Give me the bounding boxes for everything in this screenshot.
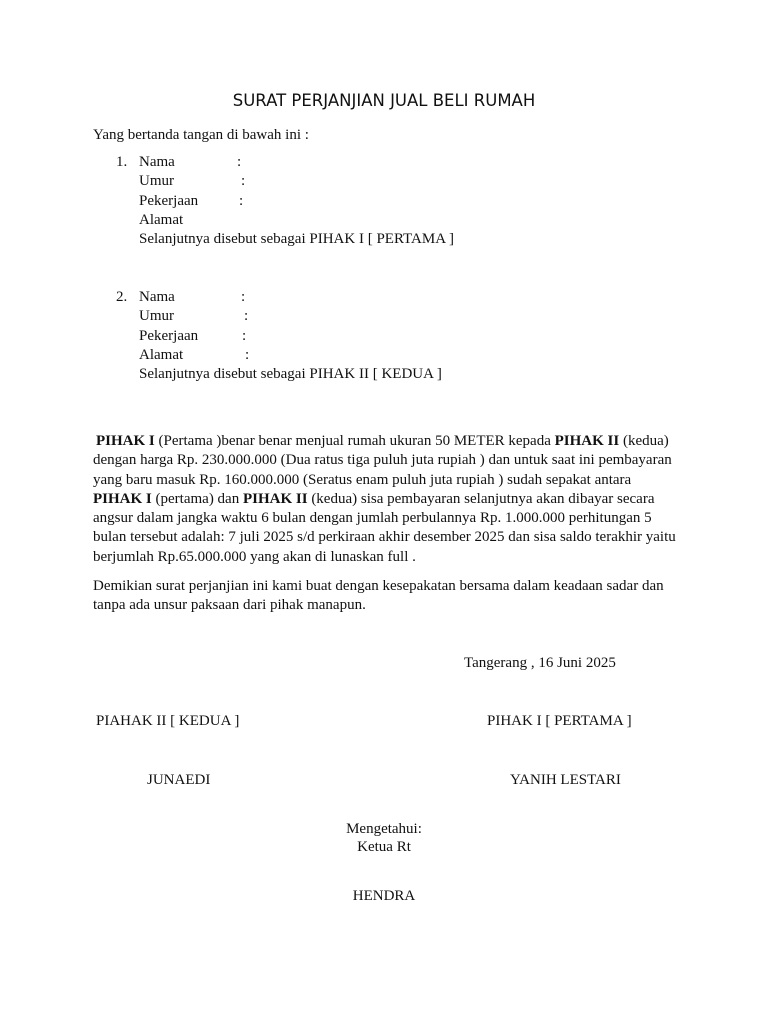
agreement-paragraph — [93, 432, 683, 567]
pihak-2-term: PIHAK II — [554, 433, 620, 449]
party-2-pekerjaan-label: Pekerjaan — [139, 328, 199, 344]
witness-name: HENDRA — [352, 888, 416, 904]
party-2-nama-label: Nama — [139, 289, 175, 305]
agreement-text-2: (kedua) dengan harga Rp. 230.000.000 (Dua ratus tiga puluh juta rupiah ) dan untuk saat ini pembayaran yang baru masuk Rp. 160.000.000 (Seratus enam puluh juta rupiah ) sudah sepakat antara — [93, 433, 672, 488]
signature-right-name: YANIH LESTARI — [510, 772, 621, 788]
document-title: SURAT PERJANJIAN JUAL BELI RUMAH — [232, 91, 536, 110]
agreement-text-4: (kedua) sisa pembayaran selanjutnya akan dibayar secara angsur dalam jangka waktu 6 bulan dengan jumlah perbulannya Rp. 1.000.000 perhitungan 5 bulan tersebut adalah: 7 juli 2025 s/d perkiraan akhir desember 2025 dan sisa saldo terakhir yaitu berjumlah Rp.65.000.000 yang akan di lunaskan full . — [93, 490, 676, 565]
witness-label: Mengetahui: — [346, 821, 422, 837]
party-1-pekerjaan-colon: : — [239, 193, 244, 209]
party-1-pekerjaan-label: Pekerjaan — [139, 193, 199, 209]
intro-text: Yang bertanda tangan di bawah ini : — [93, 127, 309, 143]
signature-right-label: PIHAK I [ PERTAMA ] — [487, 713, 632, 729]
party-1-umur-colon: : — [241, 173, 246, 189]
agreement-text-1: (Pertama )benar benar menjual rumah ukuran 50 METER kepada — [154, 433, 555, 449]
party-2-designation: Selanjutnya disebut sebagai PIHAK II [ KEDUA ] — [139, 366, 442, 382]
agreement-text-3: (pertama) dan — [151, 490, 243, 507]
party-1-nama-label: Nama — [139, 154, 175, 170]
party-2-number: 2. — [116, 289, 128, 305]
party-2-pekerjaan-colon: : — [242, 328, 247, 344]
signature-left-name: JUNAEDI — [147, 772, 211, 788]
party-2-nama-colon: : — [241, 289, 246, 305]
pihak-1-term: PIHAK I — [96, 433, 155, 449]
party-2-alamat-colon: : — [245, 347, 250, 363]
witness-role: Ketua Rt — [357, 839, 411, 855]
party-1-alamat-label: Alamat — [139, 212, 184, 228]
party-1-number: 1. — [116, 154, 128, 170]
closing-paragraph — [93, 577, 683, 616]
party-2-alamat-label: Alamat — [139, 347, 184, 363]
party-1-designation: Selanjutnya disebut sebagai PIHAK I [ PERTAMA ] — [139, 231, 454, 247]
closing-text: Demikian surat perjanjian ini kami buat dengan kesepakatan bersama dalam keadaan sadar dan tanpa ada unsur paksaan dari pihak manapun. — [93, 578, 664, 614]
party-2-umur-label: Umur — [139, 308, 174, 324]
signature-left-label: PIAHAK II [ KEDUA ] — [96, 713, 240, 729]
party-2-umur-colon: : — [244, 308, 249, 324]
place-date: Tangerang , 16 Juni 2025 — [464, 655, 616, 671]
pihak-1-term-2: PIHAK I — [93, 490, 152, 507]
party-1-nama-colon: : — [237, 154, 242, 170]
pihak-2-term-2: PIHAK II — [242, 490, 308, 507]
party-1-umur-label: Umur — [139, 173, 174, 189]
